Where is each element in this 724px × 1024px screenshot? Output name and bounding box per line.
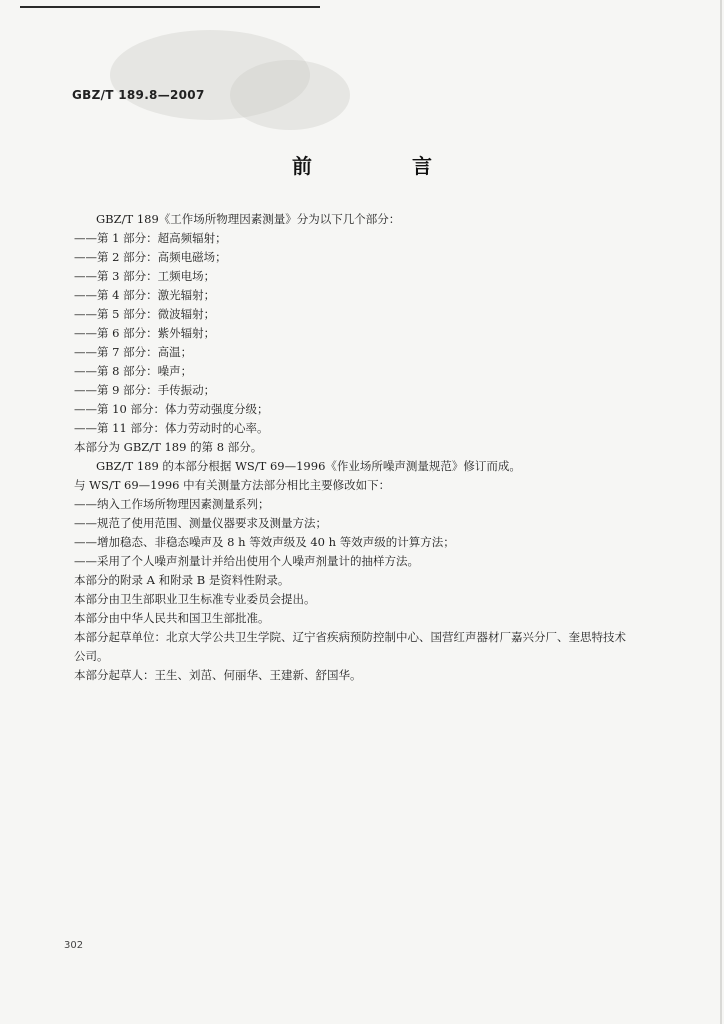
paragraph: GBZ/T 189《工作场所物理因素测量》分为以下几个部分：	[96, 212, 401, 226]
paragraph: GBZ/T 189 的本部分根据 WS/T 69—1996《作业场所噪声测量规范》修订而成。	[96, 459, 521, 473]
list-item: ——第 4 部分：激光辐射；	[74, 288, 216, 302]
standard-code: GBZ/T 189.8—2007	[72, 88, 205, 102]
list-item: ——第 11 部分：体力劳动时的心率。	[74, 421, 269, 435]
list-item: ——第 5 部分：微波辐射；	[74, 307, 216, 321]
list-item: ——第 10 部分：体力劳动强度分级；	[74, 402, 269, 416]
list-item: ——规范了使用范围、测量仪器要求及测量方法；	[74, 516, 327, 530]
list-item: ——第 9 部分：手传振动；	[74, 383, 216, 397]
paragraph: 本部分由卫生部职业卫生标准专业委员会提出。	[74, 592, 316, 606]
list-item: ——第 1 部分：超高频辐射；	[74, 231, 227, 245]
page-number: 302	[64, 940, 84, 951]
paragraph: 本部分起草人：王生、刘茁、何丽华、王建新、舒国华。	[74, 668, 362, 682]
list-item: ——采用了个人噪声剂量计并给出使用个人噪声剂量计的抽样方法。	[74, 554, 419, 568]
list-item: ——增加稳态、非稳态噪声及 8 h 等效声级及 40 h 等效声级的计算方法；	[74, 535, 455, 549]
list-item: ——第 8 部分：噪声；	[74, 364, 193, 378]
list-item: ——第 6 部分：紫外辐射；	[74, 326, 216, 340]
list-item: ——第 3 部分：工频电场；	[74, 269, 216, 283]
list-item: ——第 7 部分：高温；	[74, 345, 193, 359]
paragraph: 本部分为 GBZ/T 189 的第 8 部分。	[74, 440, 263, 454]
paragraph: 与 WS/T 69—1996 中有关测量方法部分相比主要修改如下：	[74, 478, 391, 492]
paragraph: 本部分起草单位：北京大学公共卫生学院、辽宁省疾病预防控制中心、国营红声器材厂嘉兴分厂、奎思特技术公司。	[74, 630, 626, 663]
paragraph: 本部分由中华人民共和国卫生部批准。	[74, 611, 270, 625]
scan-smudge	[230, 60, 350, 130]
list-item: ——第 2 部分：高频电磁场；	[74, 250, 227, 264]
list-item: ——纳入工作场所物理因素测量系列；	[74, 497, 270, 511]
foreword-body	[74, 210, 656, 685]
top-rule	[20, 6, 320, 8]
page-title: 前 言	[292, 154, 472, 178]
paragraph: 本部分的附录 A 和附录 B 是资料性附录。	[74, 573, 290, 587]
